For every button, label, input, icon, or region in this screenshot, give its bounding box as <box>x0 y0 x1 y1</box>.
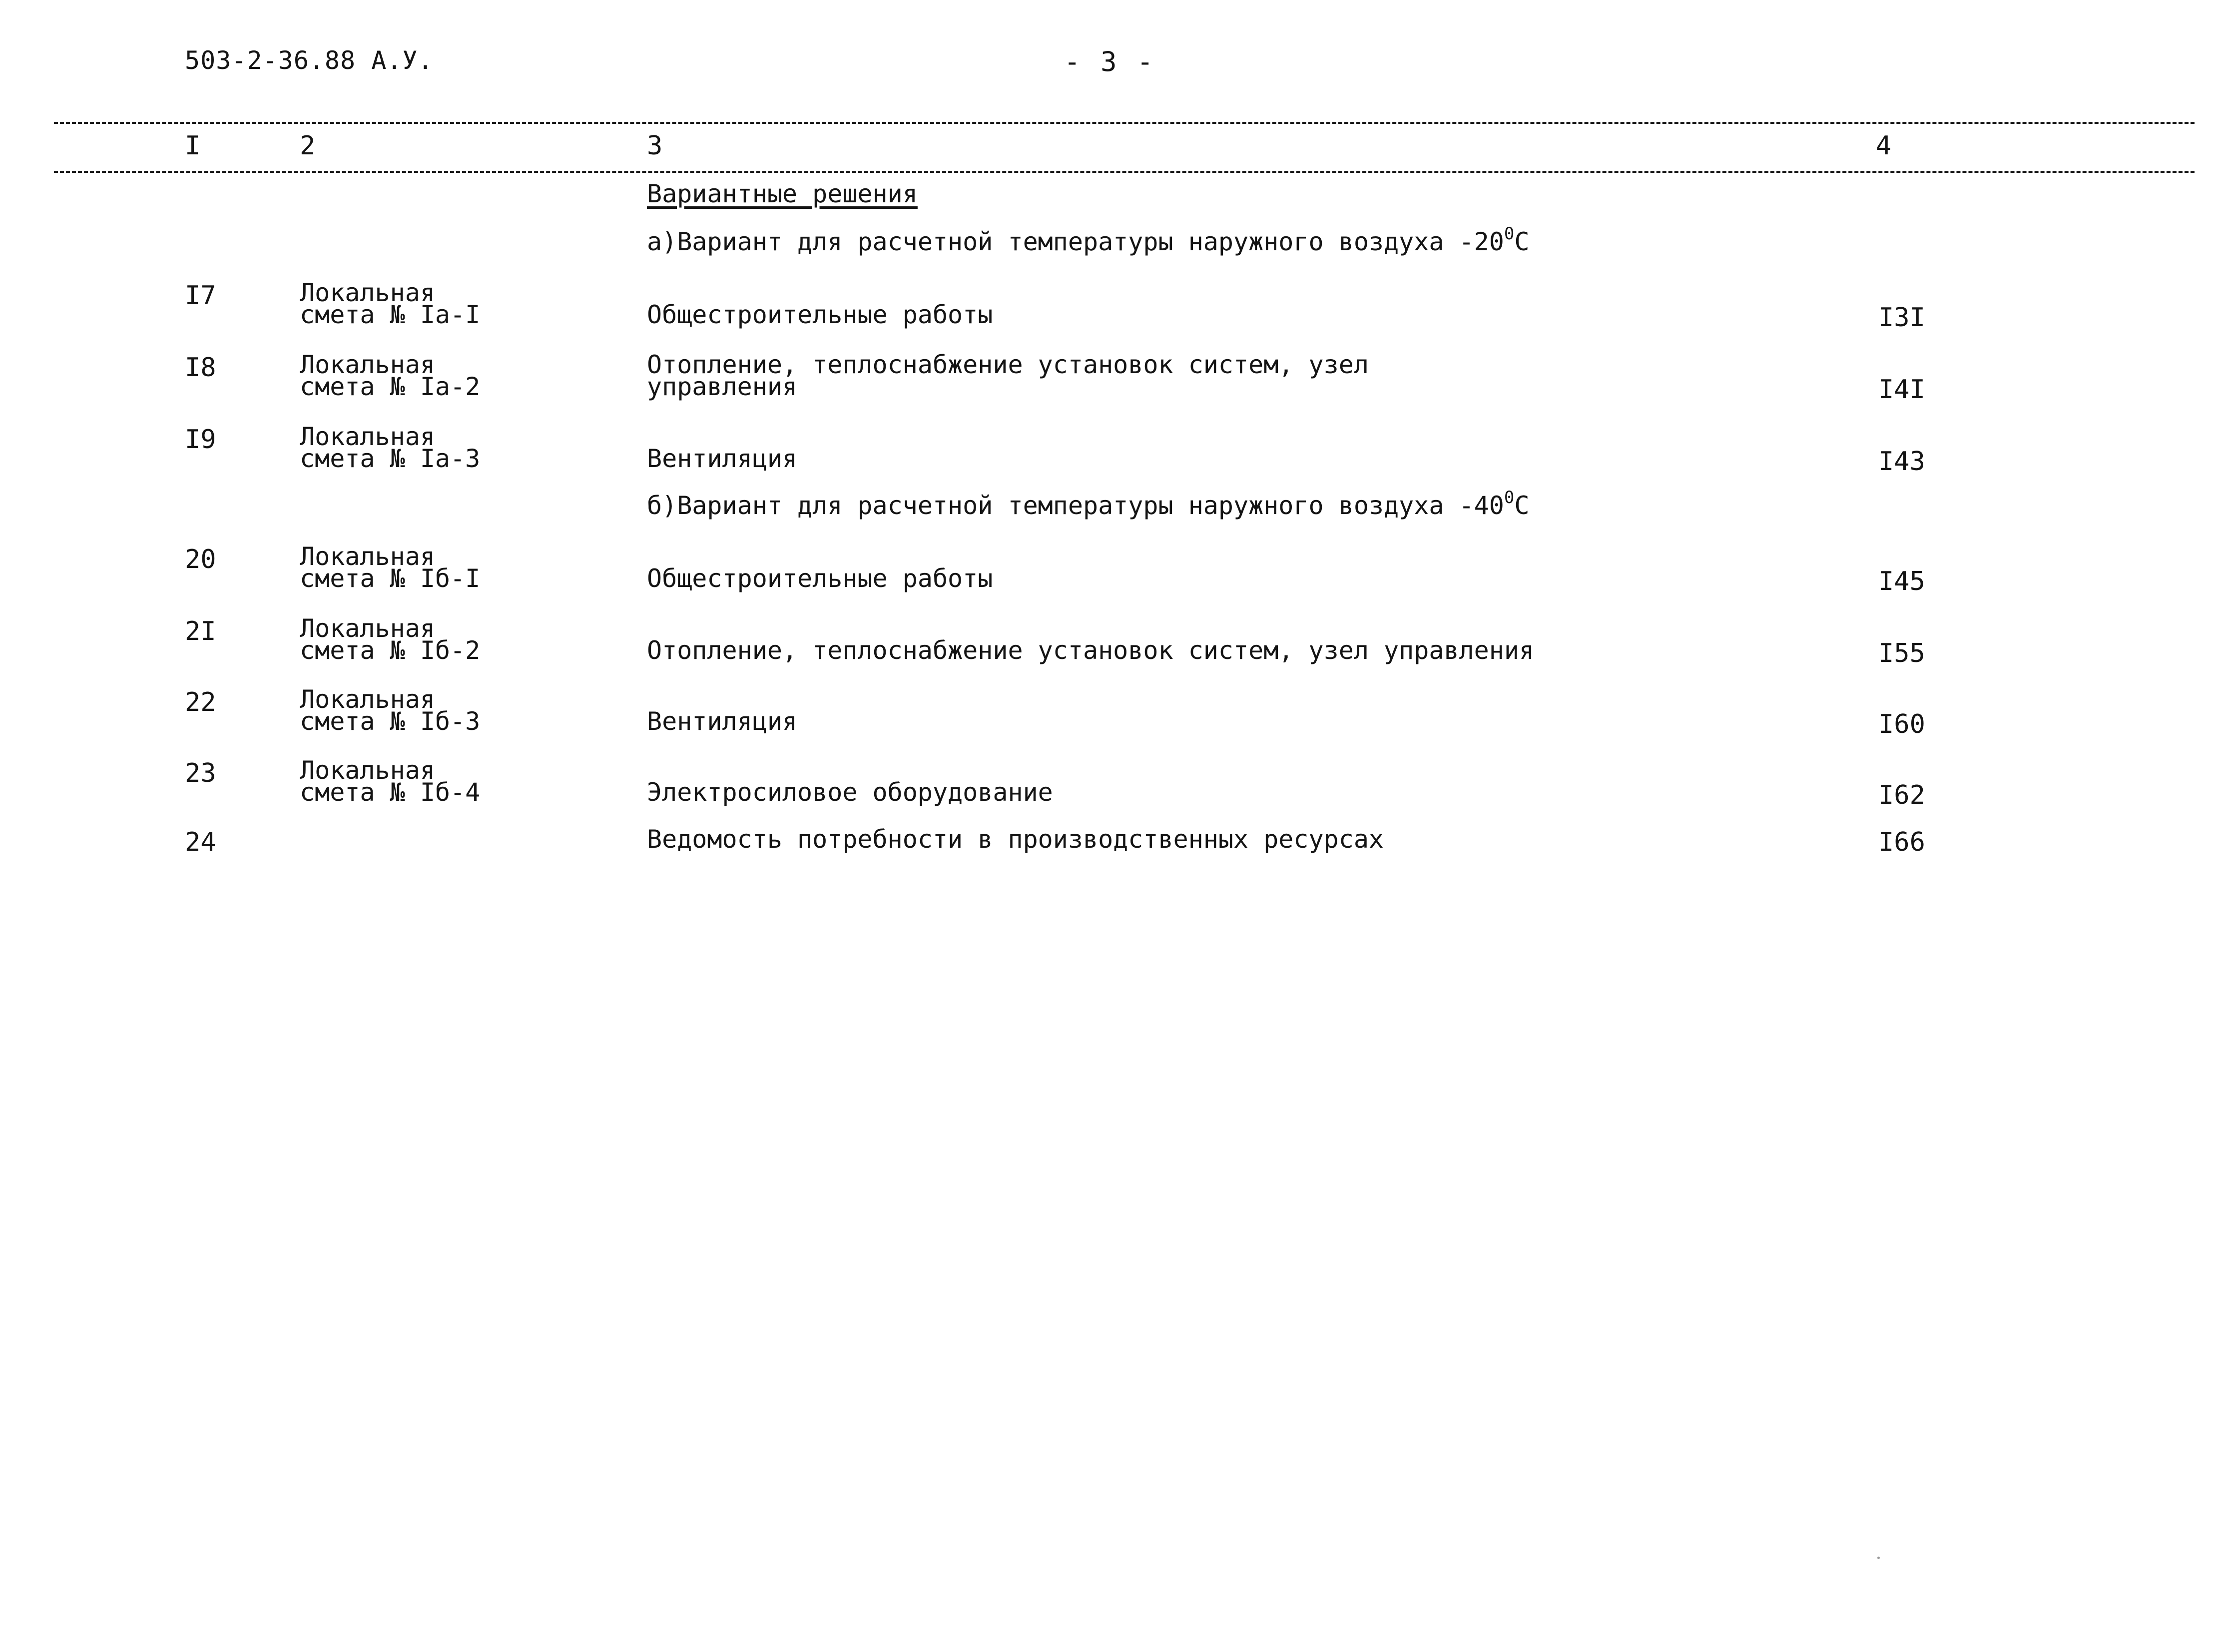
estimate-ref-label: Локальная <box>300 422 435 451</box>
row-page: I60 <box>1878 709 1925 739</box>
row-number: 20 <box>185 545 216 574</box>
estimate-ref-label: Локальная <box>300 542 435 571</box>
estimate-ref-label: Локальная <box>300 278 435 307</box>
row-description: Вентиляция <box>647 707 798 736</box>
degree-sign: 0 <box>1504 488 1515 508</box>
estimate-ref-number: смета № Iа-I <box>300 300 481 329</box>
row-page: I45 <box>1878 566 1925 596</box>
row-number: I9 <box>185 425 216 455</box>
scan-speck <box>1877 1557 1880 1559</box>
variant-b-heading: б)Вариант для расчетной температуры наружного воздуха $-40^0С$ <box>647 488 1530 520</box>
row-number: 22 <box>185 687 216 717</box>
section-title: Вариантные решения <box>647 179 918 208</box>
row-page: I3I <box>1878 303 1925 333</box>
document-code: 503-2-36.88 А.У. <box>185 46 434 75</box>
row-description: Электросиловое оборудование <box>647 778 1053 807</box>
row-number: I7 <box>185 281 216 311</box>
row-page: I43 <box>1878 447 1925 477</box>
row-description: Общестроительные работы <box>647 300 993 329</box>
estimate-ref-label: Локальная <box>300 756 435 785</box>
estimate-ref-label: Локальная <box>300 685 435 714</box>
row-page: I4I <box>1878 375 1925 405</box>
estimate-ref-number: смета № Iб-4 <box>300 778 481 807</box>
row-number: 24 <box>185 827 216 857</box>
column-header-4: 4 <box>1876 131 1892 161</box>
row-page: I55 <box>1878 638 1925 668</box>
variant-a-heading: а)Вариант для расчетной температуры наружного воздуха $-20^0С$ <box>647 224 1530 256</box>
estimate-ref-label: Локальная <box>300 350 435 379</box>
row-number: 23 <box>185 758 216 788</box>
degree-sign: 0 <box>1504 224 1515 244</box>
row-page: I66 <box>1878 827 1925 857</box>
row-description: Отопление, теплоснабжение установок систем, узел управления <box>647 636 1535 665</box>
estimate-ref-label: Локальная <box>300 614 435 643</box>
column-header-2: 2 <box>300 131 316 161</box>
estimate-ref-number: смета № Iб-I <box>300 564 481 593</box>
estimate-ref-number: смета № Iа-2 <box>300 372 481 401</box>
row-description: Вентиляция <box>647 444 798 473</box>
row-description-line2: управления <box>647 372 798 401</box>
estimate-ref-number: смета № Iб-2 <box>300 636 481 665</box>
row-description: Общестроительные работы <box>647 564 993 593</box>
row-page: I62 <box>1878 780 1925 810</box>
page-number: - 3 - <box>1064 46 1155 77</box>
row-description-line1: Отопление, теплоснабжение установок систем, узел <box>647 350 1369 379</box>
row-number: I8 <box>185 353 216 383</box>
table-header-rule <box>54 171 2195 173</box>
row-number: 2I <box>185 616 216 646</box>
row-description: Ведомость потребности в производственных ресурсах <box>647 825 1384 854</box>
column-header-3: 3 <box>647 131 663 161</box>
column-header-1: I <box>185 131 201 161</box>
table-top-rule <box>54 122 2195 124</box>
estimate-ref-number: смета № Iб-3 <box>300 707 481 736</box>
estimate-ref-number: смета № Iа-3 <box>300 444 481 473</box>
